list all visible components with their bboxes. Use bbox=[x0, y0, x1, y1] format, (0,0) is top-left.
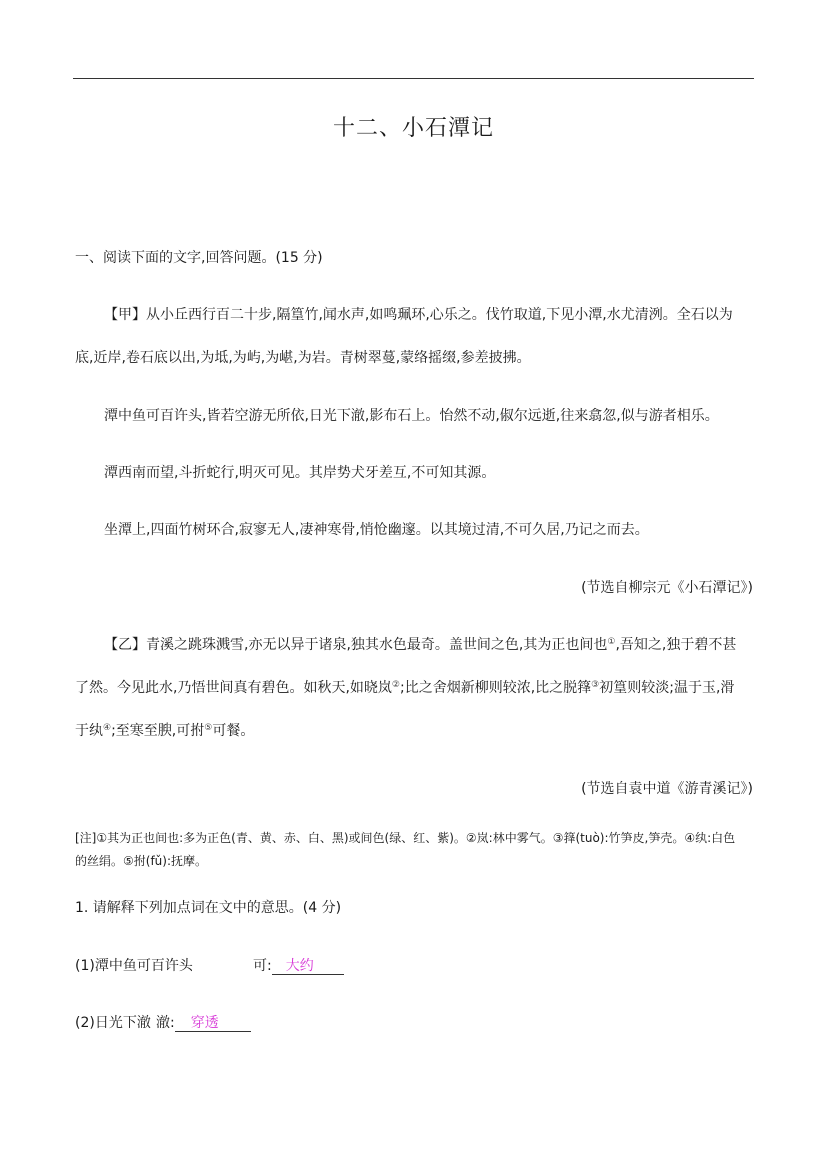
header-rule bbox=[73, 78, 754, 79]
jia-paragraph-1a: 【甲】从小丘西行百二十步,隔篁竹,闻水声,如鸣珮环,心乐之。伐竹取道,下见小潭,水尤清洌。全石以为 bbox=[104, 307, 733, 323]
question-1-prompt: 1. 请解释下列加点词在文中的意思。(4 分) bbox=[75, 900, 342, 916]
note-marker-2: ② bbox=[391, 680, 400, 690]
yi-line-3: 于纨④;至寒至腴,可拊⑤可餐。 bbox=[75, 723, 255, 739]
yi-label: 【乙】 bbox=[104, 637, 146, 653]
section-heading: 一、阅读下面的文字,回答问题。(15 分) bbox=[75, 250, 323, 266]
question-1-item-1: (1)潭中鱼可百许头 可: 大约 bbox=[75, 956, 755, 976]
jia-source: (节选自柳宗元《小石潭记》) bbox=[581, 580, 753, 596]
page-title: 十二、小石潭记 bbox=[332, 116, 494, 141]
yi-line-1: 【乙】青溪之跳珠溅雪,亦无以异于诸泉,独其水色最奇。盖世间之色,其为正也间也①,吾知之,独于碧不甚 bbox=[104, 637, 737, 653]
jia-paragraph-3: 潭西南而望,斗折蛇行,明灭可见。其岸势犬牙差互,不可知其源。 bbox=[104, 465, 496, 481]
question-1-item-2: (2)日光下澈 澈: 穿透 bbox=[75, 1013, 755, 1033]
yi-source: (节选自袁中道《游青溪记》) bbox=[581, 781, 753, 797]
jia-paragraph-2: 潭中鱼可百许头,皆若空游无所依,日光下澈,影布石上。怡然不动,俶尔远逝,往来翕忽,似与游者相乐。 bbox=[104, 408, 719, 424]
answer-1: 大约 bbox=[285, 958, 314, 974]
jia-paragraph-4: 坐潭上,四面竹树环合,寂寥无人,凄神寒骨,悄怆幽邃。以其境过清,不可久居,乃记之而去。 bbox=[104, 522, 649, 538]
answer-2: 穿透 bbox=[190, 1015, 219, 1031]
notes-line-1: [注]①其为正也间也:多为正色(青、黄、赤、白、黑)或间色(绿、红、紫)。②岚:林中雾气。③箨(tuò):竹笋皮,笋壳。④纨:白色 bbox=[75, 831, 736, 845]
note-marker-4: ④ bbox=[103, 723, 112, 733]
notes-line-2: 的丝绢。⑤拊(fǔ):抚摩。 bbox=[75, 854, 207, 868]
yi-line-2: 了然。今见此水,乃悟世间真有碧色。如秋天,如晓岚②;比之舍烟新柳则较浓,比之脱箨③初篁则较淡;温于玉,滑 bbox=[75, 680, 735, 696]
note-marker-1: ① bbox=[607, 637, 616, 647]
jia-paragraph-1b: 底,近岸,卷石底以出,为坻,为屿,为嵁,为岩。青树翠蔓,蒙络摇缀,参差披拂。 bbox=[75, 350, 531, 366]
jia-label: 【甲】 bbox=[104, 307, 146, 323]
note-marker-5: ⑤ bbox=[204, 723, 213, 733]
answer-blank-2[interactable] bbox=[175, 1015, 251, 1032]
answer-blank-1[interactable] bbox=[272, 958, 344, 975]
note-marker-3: ③ bbox=[591, 680, 600, 690]
